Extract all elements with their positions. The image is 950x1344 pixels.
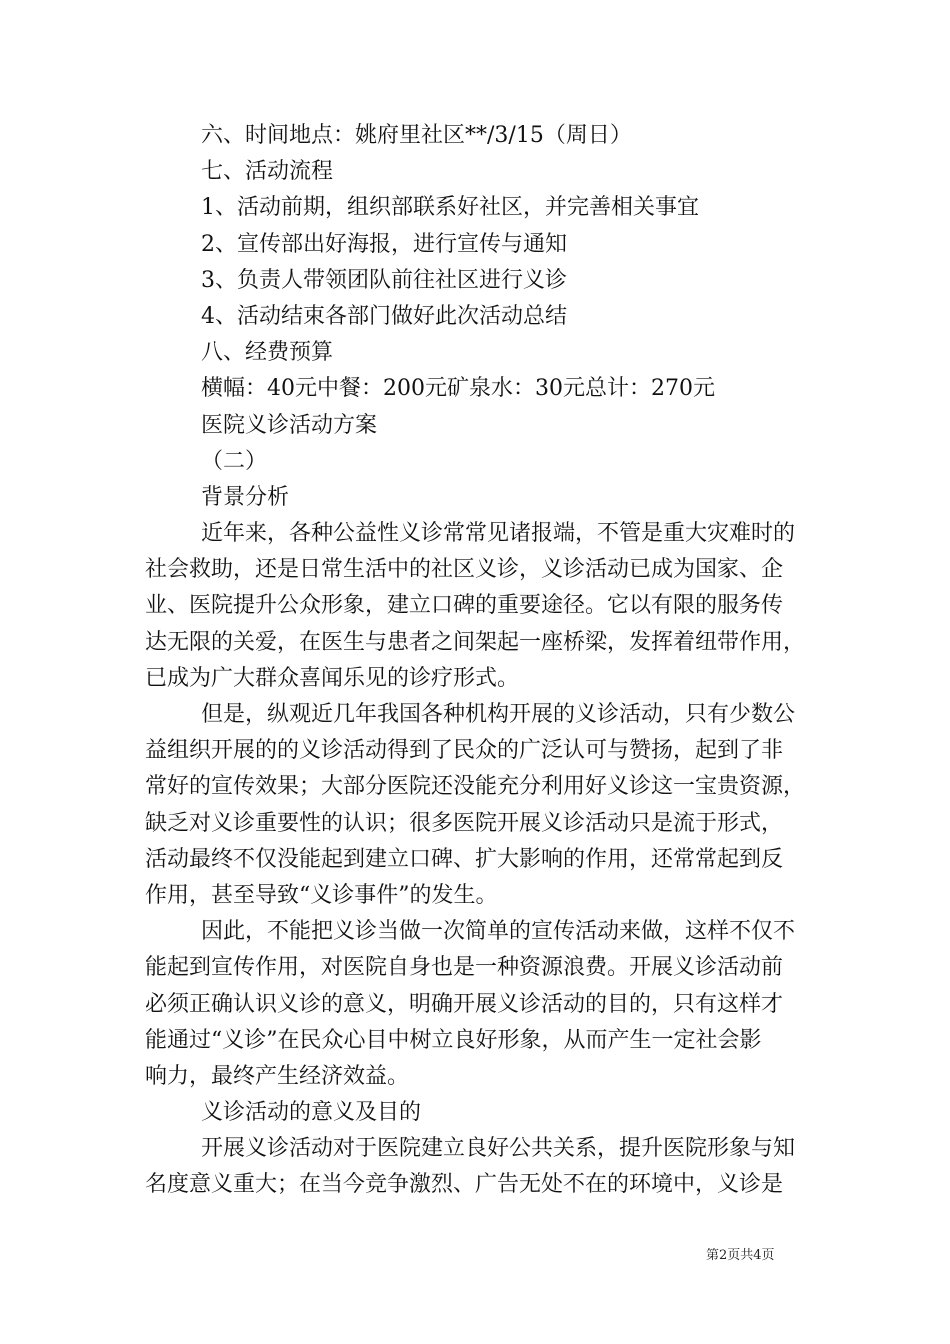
paragraph-line: 能起到宣传作用，对医院自身也是一种资源浪费。开展义诊活动前 xyxy=(145,955,784,981)
paragraph-line: 能通过“义诊”在民众心目中树立良好形象，从而产生一定社会影 xyxy=(145,1027,762,1053)
paragraph-line: 达无限的关爱，在医生与患者之间架起一座桥梁，发挥着纽带作用， xyxy=(145,629,806,655)
section-six-time-place: 六、时间地点：姚府里社区**/3/15（周日） xyxy=(201,123,632,148)
paragraph-line: 开展义诊活动对于医院建立良好公共关系，提升医院形象与知 xyxy=(201,1136,796,1162)
paragraph-line: 缺乏对义诊重要性的认识；很多医院开展义诊活动只是流于形式， xyxy=(145,810,784,836)
plan-title: 医院义诊活动方案 xyxy=(201,412,378,438)
paragraph-line: 因此，不能把义诊当做一次简单的宣传活动来做，这样不仅不 xyxy=(201,919,796,945)
paragraph-line: 但是，纵观近几年我国各种机构开展的义诊活动，只有少数公 xyxy=(201,702,796,727)
paragraph-line: 已成为广大群众喜闻乐见的诊疗形式。 xyxy=(145,665,520,691)
paragraph-line: 名度意义重大；在当今竞争激烈、广告无处不在的环境中，义诊是 xyxy=(145,1172,784,1198)
paragraph-background xyxy=(145,516,825,697)
process-step-1: 1、活动前期，组织部联系好社区，并完善相关事宜 xyxy=(201,195,699,221)
background-heading: 背景分析 xyxy=(201,484,290,510)
paragraph-however xyxy=(145,697,825,914)
paragraph-line: 作用，甚至导致“义诊事件”的发生。 xyxy=(145,882,498,908)
paragraph-line: 活动最终不仅没能起到建立口碑、扩大影响的作用，还常常起到反 xyxy=(145,846,784,872)
budget-line: 横幅：40元中餐：200元矿泉水：30元总计：270元 xyxy=(201,376,715,402)
paragraph-line: 常好的宣传效果；大部分医院还没能充分利用好义诊这一宝贵资源， xyxy=(145,774,806,800)
paragraph-line: 社会救助，还是日常生活中的社区义诊，义诊活动已成为国家、企 xyxy=(145,557,784,583)
paragraph-line: 近年来，各种公益性义诊常常见诸报端，不管是重大灾难时的 xyxy=(201,521,796,547)
process-step-2: 2、宣传部出好海报，进行宣传与通知 xyxy=(201,231,567,257)
significance-heading: 义诊活动的意义及目的 xyxy=(201,1100,422,1126)
process-step-4: 4、活动结束各部门做好此次活动总结 xyxy=(201,303,567,329)
section-eight-heading: 八、经费预算 xyxy=(201,340,334,366)
plan-number: （二） xyxy=(201,448,268,474)
paragraph-therefore xyxy=(145,914,825,1095)
section-seven-heading: 七、活动流程 xyxy=(201,159,334,185)
paragraph-line: 益组织开展的的义诊活动得到了民众的广泛认可与赞扬，起到了非 xyxy=(145,738,784,764)
page-content xyxy=(145,118,825,1204)
paragraph-line: 响力，最终产生经济效益。 xyxy=(145,1063,410,1089)
page-number-footer: 第2页共4页 xyxy=(706,1248,775,1263)
paragraph-significance xyxy=(145,1131,825,1203)
paragraph-line: 业、医院提升公众形象，建立口碑的重要途径。它以有限的服务传 xyxy=(145,593,784,619)
paragraph-line: 必须正确认识义诊的意义，明确开展义诊活动的目的，只有这样才 xyxy=(145,991,784,1017)
process-step-3: 3、负责人带领团队前往社区进行义诊 xyxy=(201,267,567,293)
